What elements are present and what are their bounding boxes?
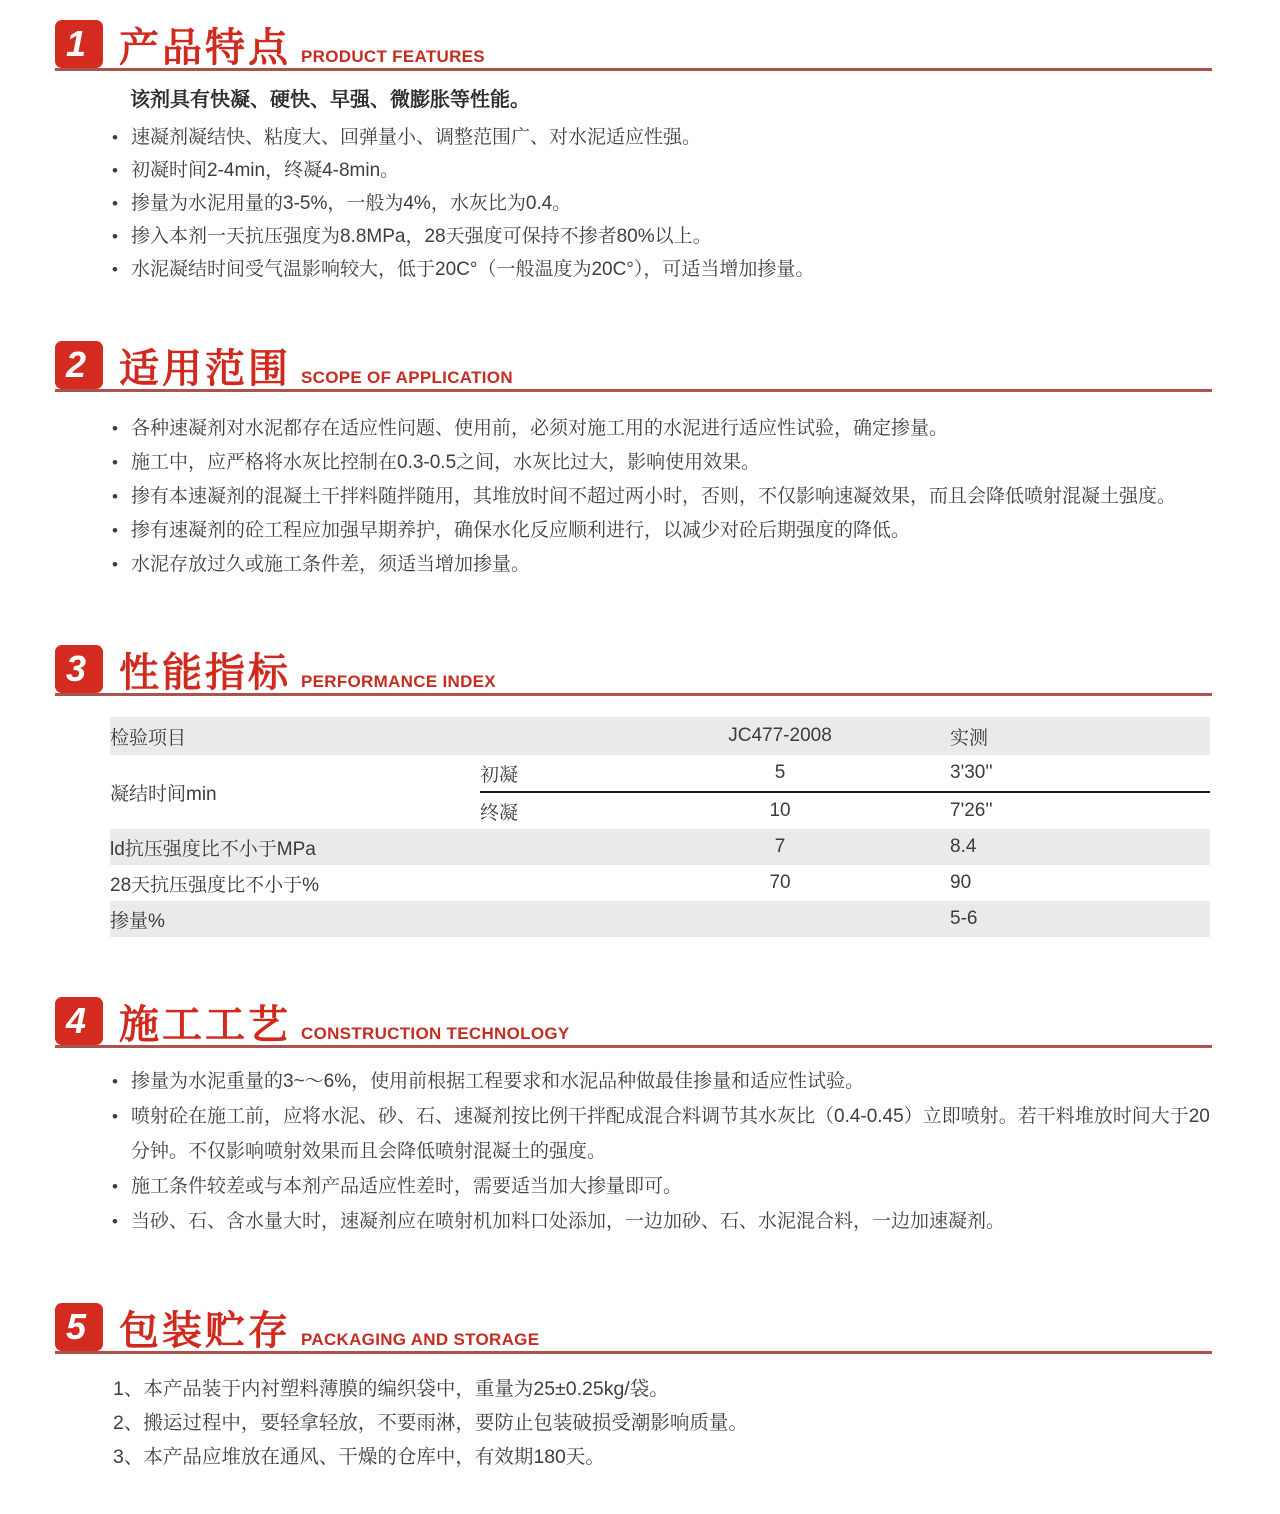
cell-dosage-measured: 5-6 xyxy=(950,908,978,929)
section-2-bullet-list xyxy=(110,412,1212,581)
section-2-number-badge: 2 xyxy=(55,341,103,389)
section-packaging-and-storage xyxy=(55,1303,1212,1474)
numbered-item: 3、本产品应堆放在通风、干燥的仓库中，有效期180天。 xyxy=(113,1446,605,1468)
bullet-item: • 各种速凝剂对水泥都存在适应性问题、使用前，必须对施工用的水泥进行适应性试验，确定掺量。 xyxy=(110,412,1212,445)
cell-1d-strength-standard: 7 xyxy=(774,836,786,857)
section-2-subtitle: SCOPE OF APPLICATION xyxy=(301,368,513,387)
col-header-inspection-item: 检验项目 xyxy=(110,727,187,749)
section-3-number-badge: 3 xyxy=(55,645,103,693)
bullet-item: • 掺量为水泥用量的3-5%，一般为4%，水灰比为0.4。 xyxy=(110,187,1212,220)
bullet-item: • 施工条件较差或与本剂产品适应性差时，需要适当加大掺量即可。 xyxy=(110,1169,1212,1204)
section-1-subtitle: PRODUCT FEATURES xyxy=(301,47,485,66)
section-5-number-badge: 5 xyxy=(55,1303,103,1351)
bullet-item: • 掺有速凝剂的砼工程应加强早期养护，确保水化反应顺利进行，以减少对砼后期强度的降低。 xyxy=(110,514,1212,547)
bullet-item: • 速凝剂凝结快、粘度大、回弹量小、调整范围广、对水泥适应性强。 xyxy=(110,121,1212,154)
cell-final-set-measured: 7'26'' xyxy=(950,792,1210,829)
section-1-number-badge: 1 xyxy=(55,20,103,68)
section-1-header xyxy=(55,20,1212,71)
cell-setting-time-label: 凝结时间min xyxy=(110,783,217,805)
bullet-item: • 水泥凝结时间受气温影响较大，低于20C°（一般温度为20C°），可适当增加掺量。 xyxy=(110,253,1212,286)
section-1-intro: 该剂具有快凝、硬快、早强、微膨胀等性能。 xyxy=(130,89,530,111)
table-row-setting-time-initial xyxy=(110,755,1210,792)
section-construction-technology xyxy=(55,997,1212,1239)
section-3-header xyxy=(55,645,1212,696)
section-4-subtitle: CONSTRUCTION TECHNOLOGY xyxy=(301,1024,570,1043)
section-1-bullet-list xyxy=(110,121,1212,286)
bullet-item: • 当砂、石、含水量大时，速凝剂应在喷射机加料口处添加，一边加砂、石、水泥混合料，一边加速凝剂。 xyxy=(110,1204,1212,1239)
section-product-features xyxy=(55,20,1212,286)
section-4-number-badge: 4 xyxy=(55,997,103,1045)
cell-28d-strength-standard: 70 xyxy=(769,872,791,893)
cell-initial-set-measured: 3'30'' xyxy=(950,762,993,783)
numbered-item: 1、本产品装于内衬塑料薄膜的编织袋中，重量为25±0.25kg/袋。 xyxy=(113,1378,669,1400)
section-1-title: 产品特点 xyxy=(119,26,291,70)
table-row-dosage xyxy=(110,901,1210,937)
cell-1d-strength-measured: 8.4 xyxy=(950,836,977,857)
bullet-item: • 喷射砼在施工前，应将水泥、砂、石、速凝剂按比例干拌配成混合料调节其水灰比（0.4-0.45）立即喷射。若干料堆放时间大于20分钟。不仅影响喷射效果而且会降低喷射混凝土的强度。 xyxy=(110,1099,1212,1169)
section-performance-index xyxy=(55,645,1212,937)
section-2-title: 适用范围 xyxy=(119,347,291,391)
cell-final-set-label: 终凝 xyxy=(480,792,610,829)
table-row-1d-strength xyxy=(110,829,1210,865)
bullet-item: • 掺量为水泥重量的3~～6%，使用前根据工程要求和水泥品种做最佳掺量和适应性试验。 xyxy=(110,1064,1212,1099)
section-scope-of-application xyxy=(55,341,1212,581)
bullet-item: • 掺有本速凝剂的混凝土干拌料随拌随用，其堆放时间不超过两小时，否则，不仅影响速凝效果，而且会降低喷射混凝土强度。 xyxy=(110,480,1212,513)
cell-dosage-standard xyxy=(610,901,950,937)
numbered-item: 2、搬运过程中，要轻拿轻放，不要雨淋，要防止包装破损受潮影响质量。 xyxy=(113,1412,748,1434)
section-5-numbered-list xyxy=(113,1372,1212,1474)
bullet-item: • 水泥存放过久或施工条件差，须适当增加掺量。 xyxy=(110,548,1212,581)
section-4-header xyxy=(55,997,1212,1048)
col-header-measured: 实测 xyxy=(950,727,989,749)
cell-1d-strength-label: ld抗压强度比不小于MPa xyxy=(110,838,316,860)
section-4-title: 施工工艺 xyxy=(119,1003,291,1047)
cell-initial-set-label: 初凝 xyxy=(480,764,519,786)
bullet-item: • 施工中，应严格将水灰比控制在0.3-0.5之间，水灰比过大，影响使用效果。 xyxy=(110,446,1212,479)
section-5-header xyxy=(55,1303,1212,1354)
cell-dosage-label: 掺量% xyxy=(110,910,165,932)
section-4-bullet-list xyxy=(110,1064,1212,1239)
table-row-28d-strength xyxy=(110,865,1210,901)
cell-final-set-standard: 10 xyxy=(610,792,950,829)
col-header-standard: JC477-2008 xyxy=(728,725,832,746)
section-5-subtitle: PACKAGING AND STORAGE xyxy=(301,1330,540,1349)
section-2-header xyxy=(55,341,1212,392)
table-header-row xyxy=(110,717,1210,755)
section-5-title: 包装贮存 xyxy=(119,1309,291,1353)
performance-index-table xyxy=(110,717,1210,937)
bullet-item: • 初凝时间2-4min，终凝4-8min。 xyxy=(110,154,1212,187)
cell-initial-set-standard: 5 xyxy=(774,762,786,783)
cell-28d-strength-label: 28天抗压强度比不小于% xyxy=(110,874,320,896)
bullet-item: • 掺入本剂一天抗压强度为8.8MPa，28天强度可保持不掺者80%以上。 xyxy=(110,220,1212,253)
cell-28d-strength-measured: 90 xyxy=(950,872,972,893)
section-3-subtitle: PERFORMANCE INDEX xyxy=(301,672,496,691)
section-3-title: 性能指标 xyxy=(119,651,291,695)
